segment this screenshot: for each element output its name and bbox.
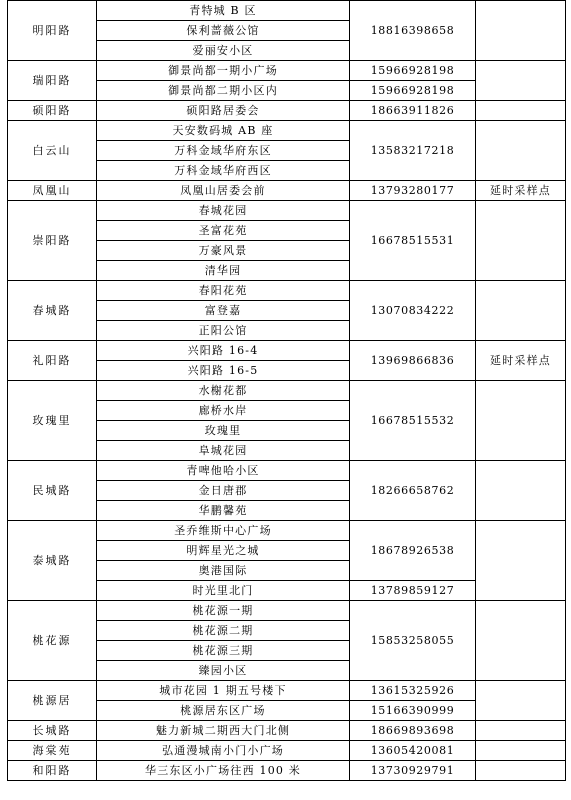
table-row [8, 181, 566, 201]
note-cell [476, 461, 566, 521]
site-cell: 万科金域华府东区 [97, 141, 350, 161]
road-name-cell: 明阳路 [8, 1, 97, 61]
site-cell: 魅力新城二期西大门北侧 [97, 721, 350, 741]
site-cell: 富登嘉 [97, 301, 350, 321]
road-name-cell: 桃花源 [8, 601, 97, 681]
note-cell [476, 601, 566, 681]
sampling-sites-table [7, 0, 566, 781]
site-cell: 御景尚都二期小区内 [97, 81, 350, 101]
phone-cell: 18669893698 [350, 721, 476, 741]
site-cell: 城市花园 1 期五号楼下 [97, 681, 350, 701]
table-row [8, 741, 566, 761]
road-name-cell: 长城路 [8, 721, 97, 741]
site-cell: 时光里北门 [97, 581, 350, 601]
site-cell: 华三东区小广场往西 100 米 [97, 761, 350, 781]
note-cell [476, 61, 566, 101]
phone-cell: 13789859127 [350, 581, 476, 601]
note-cell [476, 721, 566, 741]
road-name-cell: 礼阳路 [8, 341, 97, 381]
table-row [8, 381, 566, 401]
note-cell: 延时采样点 [476, 341, 566, 381]
note-cell [476, 381, 566, 461]
phone-cell: 13730929791 [350, 761, 476, 781]
note-cell [476, 121, 566, 181]
site-cell: 爱丽安小区 [97, 41, 350, 61]
road-name-cell: 白云山 [8, 121, 97, 181]
phone-cell: 18678926538 [350, 521, 476, 581]
site-cell: 玫瑰里 [97, 421, 350, 441]
phone-cell: 15853258055 [350, 601, 476, 681]
site-cell: 奥港国际 [97, 561, 350, 581]
phone-cell: 15966928198 [350, 61, 476, 81]
road-name-cell: 崇阳路 [8, 201, 97, 281]
site-cell: 天安数码城 AB 座 [97, 121, 350, 141]
road-name-cell: 硕阳路 [8, 101, 97, 121]
note-cell [476, 681, 566, 721]
site-cell: 兴阳路 16-4 [97, 341, 350, 361]
site-cell: 桃源居东区广场 [97, 701, 350, 721]
phone-cell: 18816398658 [350, 1, 476, 61]
site-cell: 春阳花苑 [97, 281, 350, 301]
phone-cell: 13583217218 [350, 121, 476, 181]
phone-cell: 15966928198 [350, 81, 476, 101]
table-row [8, 1, 566, 21]
road-name-cell: 春城路 [8, 281, 97, 341]
table-row [8, 201, 566, 221]
site-cell: 御景尚都一期小广场 [97, 61, 350, 81]
note-cell [476, 521, 566, 601]
site-cell: 万豪风景 [97, 241, 350, 261]
phone-cell: 13615325926 [350, 681, 476, 701]
table-row [8, 121, 566, 141]
table-row [8, 721, 566, 741]
table-row [8, 61, 566, 81]
table-row [8, 341, 566, 361]
phone-cell: 13605420081 [350, 741, 476, 761]
phone-cell: 13070834222 [350, 281, 476, 341]
note-cell: 延时采样点 [476, 181, 566, 201]
site-cell: 圣富花苑 [97, 221, 350, 241]
site-cell: 清华园 [97, 261, 350, 281]
road-name-cell: 民城路 [8, 461, 97, 521]
road-name-cell: 凤凰山 [8, 181, 97, 201]
site-cell: 桃花源二期 [97, 621, 350, 641]
site-cell: 臻园小区 [97, 661, 350, 681]
table-row [8, 681, 566, 701]
phone-cell: 13793280177 [350, 181, 476, 201]
table-row [8, 601, 566, 621]
site-cell: 春城花园 [97, 201, 350, 221]
table-body [8, 1, 566, 781]
site-cell: 桃花源三期 [97, 641, 350, 661]
note-cell [476, 281, 566, 341]
road-name-cell: 海棠苑 [8, 741, 97, 761]
phone-cell: 18266658762 [350, 461, 476, 521]
note-cell [476, 741, 566, 761]
note-cell [476, 101, 566, 121]
table-row [8, 101, 566, 121]
note-cell [476, 201, 566, 281]
site-cell: 明辉星光之城 [97, 541, 350, 561]
site-cell: 金日唐郡 [97, 481, 350, 501]
site-cell: 兴阳路 16-5 [97, 361, 350, 381]
site-cell: 水榭花都 [97, 381, 350, 401]
site-cell: 圣乔维斯中心广场 [97, 521, 350, 541]
phone-cell: 16678515532 [350, 381, 476, 461]
table-row [8, 461, 566, 481]
site-cell: 华鹏馨苑 [97, 501, 350, 521]
site-cell: 保利蔷薇公馆 [97, 21, 350, 41]
road-name-cell: 瑞阳路 [8, 61, 97, 101]
road-name-cell: 泰城路 [8, 521, 97, 601]
phone-cell: 15166390999 [350, 701, 476, 721]
site-cell: 青啤他哈小区 [97, 461, 350, 481]
road-name-cell: 和阳路 [8, 761, 97, 781]
note-cell [476, 761, 566, 781]
site-cell: 凤凰山居委会前 [97, 181, 350, 201]
site-cell: 弘通漫城南小门小广场 [97, 741, 350, 761]
site-cell: 阜城花园 [97, 441, 350, 461]
site-cell: 青特城 B 区 [97, 1, 350, 21]
site-cell: 桃花源一期 [97, 601, 350, 621]
phone-cell: 16678515531 [350, 201, 476, 281]
table-row [8, 521, 566, 541]
site-cell: 硕阳路居委会 [97, 101, 350, 121]
phone-cell: 18663911826 [350, 101, 476, 121]
phone-cell: 13969866836 [350, 341, 476, 381]
table-row [8, 281, 566, 301]
site-cell: 万科金域华府西区 [97, 161, 350, 181]
note-cell [476, 1, 566, 61]
site-cell: 廊桥水岸 [97, 401, 350, 421]
road-name-cell: 玫瑰里 [8, 381, 97, 461]
table-row [8, 761, 566, 781]
site-cell: 正阳公馆 [97, 321, 350, 341]
road-name-cell: 桃源居 [8, 681, 97, 721]
